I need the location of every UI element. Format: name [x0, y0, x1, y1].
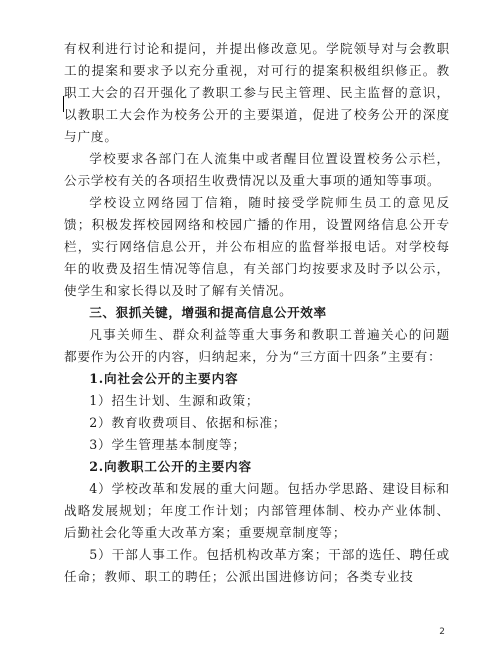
list-item: 3）学生管理基本制度等；: [89, 437, 246, 452]
paragraph-reform-issues: 4）学校改革和发展的重大问题。包括办学思路、建设目标和战略发展规划；年度工作计划；内部管理体制、校办产业体制、后勤社会化等重大改革方案；重要规章制度等；: [64, 481, 450, 540]
list-item: 2）教育收费项目、依据和标准；: [89, 415, 287, 430]
subheading-public-disclosure: 1.向社会公开的主要内容: [89, 371, 239, 386]
list-item: 1）招生计划、生源和政策；: [89, 393, 260, 408]
page-number: 2: [439, 627, 445, 637]
paragraph-network-mailbox: 学校设立网络园丁信箱，随时接受学院师生员工的意见反馈；积极发挥校园网络和校园广播的作用，设置网络信息公开专栏，实行网络信息公开，并公布相应的监督举报电话。对学校每年的收费及招生情况等信息，有关部门均按要求及时予以公示，使学生和家长得以及时了解有关情况。: [64, 195, 450, 298]
body-text: [64, 38, 450, 588]
subheading-staff-disclosure: 2.向教职工公开的主要内容: [89, 459, 252, 474]
paragraph-bulletin-board: 学校要求各部门在人流集中或者醒目位置设置校务公示栏，公示学校有关的各项招生收费情况以及重大事项的通知等事项。: [64, 151, 450, 188]
paragraph-delegates-meeting: 有权利进行讨论和提问，并提出修改意见。学院领导对与会教职工的提案和要求予以充分重视，对可行的提案积极组织修正。教职工大会的召开强化了教职工参与民主管理、民主监督的意识，以教职工大会作为校务公开的主要渠道，促进了校务公开的深度与广度。: [64, 41, 450, 144]
section-heading: 三、狠抓关键，增强和提高信息公开效率: [89, 305, 327, 320]
paragraph-personnel-work: 5）干部人事工作。包括机构改革方案；干部的选任、聘任或任命；教师、职工的聘任；公派出国进修访问；各类专业技: [64, 547, 450, 584]
paragraph-disclosure-scope: 凡事关师生、群众利益等重大事务和教职工普遍关心的问题都要作为公开的内容，归纳起来，分为“三方面十四条”主要有：: [64, 327, 450, 364]
